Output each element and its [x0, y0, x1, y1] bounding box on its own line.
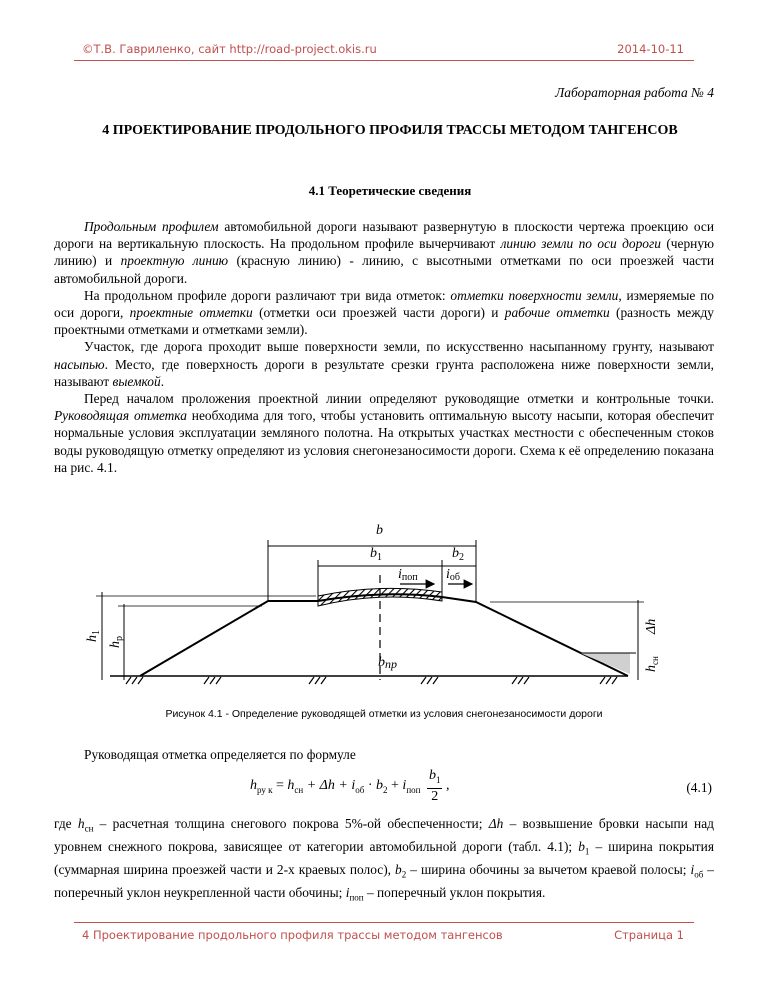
- formula-var: i: [351, 778, 356, 794]
- label-b1: $b_1$: [370, 546, 382, 563]
- label-i-ob: iоб: [446, 567, 460, 583]
- formula-op: + Δh +: [303, 778, 352, 794]
- text: – расчетная толщина снегового покрова 5%-ой обеспеченности;: [93, 816, 489, 831]
- text: Участок, где дорога проходит выше поверхности земли, по искусственно насыпанному грунту, называют: [84, 339, 714, 355]
- label-hp: $h_р$: [108, 636, 125, 648]
- var: i: [690, 861, 695, 877]
- term: отметки поверхности земли: [450, 287, 619, 303]
- lab-work-label: Лабораторная работа № 4: [555, 85, 714, 100]
- footer-divider: [74, 922, 694, 923]
- text: необходима для того, чтобы установить оптимальную высоту насыпи, которая обеспечит нормальные условия эксплуатации земляного полотна. На открытых участках местности с обеспеченным стоков воды руководящую отметку определяют из условия снегонезаносимости дороги. Схема к её определению показана на рис. 4.1.: [54, 408, 714, 475]
- formula-op: =: [272, 778, 288, 794]
- term: проектные отметки: [129, 305, 253, 321]
- text: – поперечный уклон неукрепленной части обочины;: [54, 861, 715, 900]
- formula-var: h: [287, 778, 295, 794]
- text: На продольном профиле дороги различают три вида отметок:: [84, 287, 451, 303]
- formula-fraction: [427, 768, 443, 804]
- label-hsn: $h_{сн}$: [644, 656, 660, 672]
- text: (красную линию) - линию, с высотными отметками по оси проезжей части автомобильной дороги.: [54, 253, 714, 286]
- text: (черную линию) и: [54, 236, 715, 269]
- header-divider: [74, 60, 694, 61]
- var: b: [578, 838, 585, 854]
- paragraph-1: [54, 218, 714, 287]
- term: проектную линию: [120, 253, 229, 269]
- header-date: 2014-10-11: [617, 42, 684, 56]
- text: Перед началом проложения проектной линии определяют руководящие отметки и контрольные точки.: [84, 391, 714, 407]
- ground-hatches: [126, 677, 617, 684]
- label-dh: Δh: [644, 618, 659, 634]
- header-copyright: ©Т.В. Гавриленко, сайт http://road-project.okis.ru: [82, 42, 377, 56]
- term: выемкой: [112, 373, 161, 389]
- label-b2: $b_2$: [452, 546, 464, 563]
- formula-var: i: [402, 778, 407, 794]
- text: (отметки оси проезжей части дороги) и: [252, 305, 505, 321]
- formula-4-1: [250, 768, 449, 804]
- text: автомобильной дороги называют развернутую в плоскости чертежа проекцию оси дороги на вертикальную плоскость. На продольном профиле вычерчивают: [54, 219, 714, 252]
- formula-explanation: [54, 815, 714, 907]
- sub: сн: [84, 823, 94, 834]
- formula-sub: ру к: [257, 784, 273, 795]
- formula-var: b: [428, 768, 436, 783]
- term: Руководящая отметка: [54, 408, 187, 424]
- sub: 1: [584, 846, 590, 857]
- formula-op: +: [387, 778, 403, 794]
- paragraph-4: [54, 390, 714, 476]
- formula-sub: поп: [406, 784, 421, 795]
- figure-caption: Рисунок 4.1 - Определение руководящей отметки из условия снегонезаносимости дороги: [165, 708, 603, 720]
- text: , измеряемые по оси дороги,: [54, 287, 714, 321]
- label-h1: $h_1$: [85, 630, 102, 642]
- term: Продольным профилем: [84, 219, 219, 234]
- fraction-numerator: [427, 768, 443, 789]
- var: h: [77, 816, 85, 831]
- formula-sub: об: [355, 784, 365, 795]
- sub: об: [694, 869, 704, 880]
- embankment-diagram: [80, 520, 680, 700]
- section-title: 4 ПРОЕКТИРОВАНИЕ ПРОДОЛЬНОГО ПРОФИЛЯ ТРАССЫ МЕТОДОМ ТАНГЕНСОВ: [102, 123, 678, 138]
- label-bpr: bпр: [378, 655, 397, 671]
- term: рабочие отметки: [504, 305, 610, 321]
- formula-var: b: [376, 778, 384, 794]
- sub: 2: [401, 869, 407, 880]
- paragraph-2: [54, 287, 714, 339]
- sub: поп: [349, 892, 364, 903]
- text: – возвышение бровки насыпи над уровнем снежного покрова, зависящее от категории автомобильной дороги (табл. 4.1);: [54, 816, 714, 854]
- text: – поперечный уклон покрытия.: [363, 884, 546, 900]
- page-header: [74, 38, 694, 60]
- formula-op: ,: [442, 778, 450, 794]
- formula-sub: сн: [294, 784, 304, 795]
- footer-page-number: Страница 1: [614, 928, 684, 942]
- formula-number: (4.1): [686, 780, 712, 795]
- label-b: b: [376, 523, 383, 538]
- text: где: [54, 816, 78, 831]
- footer-chapter: 4 Проектирование продольного профиля трассы методом тангенсов: [82, 928, 503, 942]
- term: насыпью: [54, 356, 105, 372]
- text: (разность между проектными отметками и отметками земли).: [54, 305, 714, 338]
- text: – ширина покрытия (суммарная ширина проезжей части и 2-х краевых полос),: [54, 838, 714, 877]
- subsection-title: 4.1 Теоретические сведения: [308, 183, 472, 198]
- text: . Место, где поверхность дороги в результате срезки грунта расположена ниже поверхности земли, называют: [54, 356, 714, 389]
- var: i: [345, 884, 350, 900]
- text: .: [160, 373, 165, 389]
- formula-var: h: [250, 778, 257, 794]
- paragraph-3: [54, 338, 714, 390]
- var: b: [395, 861, 402, 877]
- text: – ширина обочины за вычетом краевой полосы;: [406, 861, 691, 877]
- var: Δh: [488, 816, 504, 831]
- body-text: [54, 218, 714, 476]
- formula-intro: Руководящая отметка определяется по формуле: [84, 747, 356, 762]
- fraction-denominator: 2: [431, 788, 439, 804]
- formula-op: ·: [364, 778, 377, 794]
- label-i-pop: iпоп: [398, 567, 418, 583]
- formula-sub: 2: [383, 784, 388, 795]
- formula-sub: 1: [435, 774, 441, 785]
- term: линию земли по оси дороги: [500, 236, 661, 252]
